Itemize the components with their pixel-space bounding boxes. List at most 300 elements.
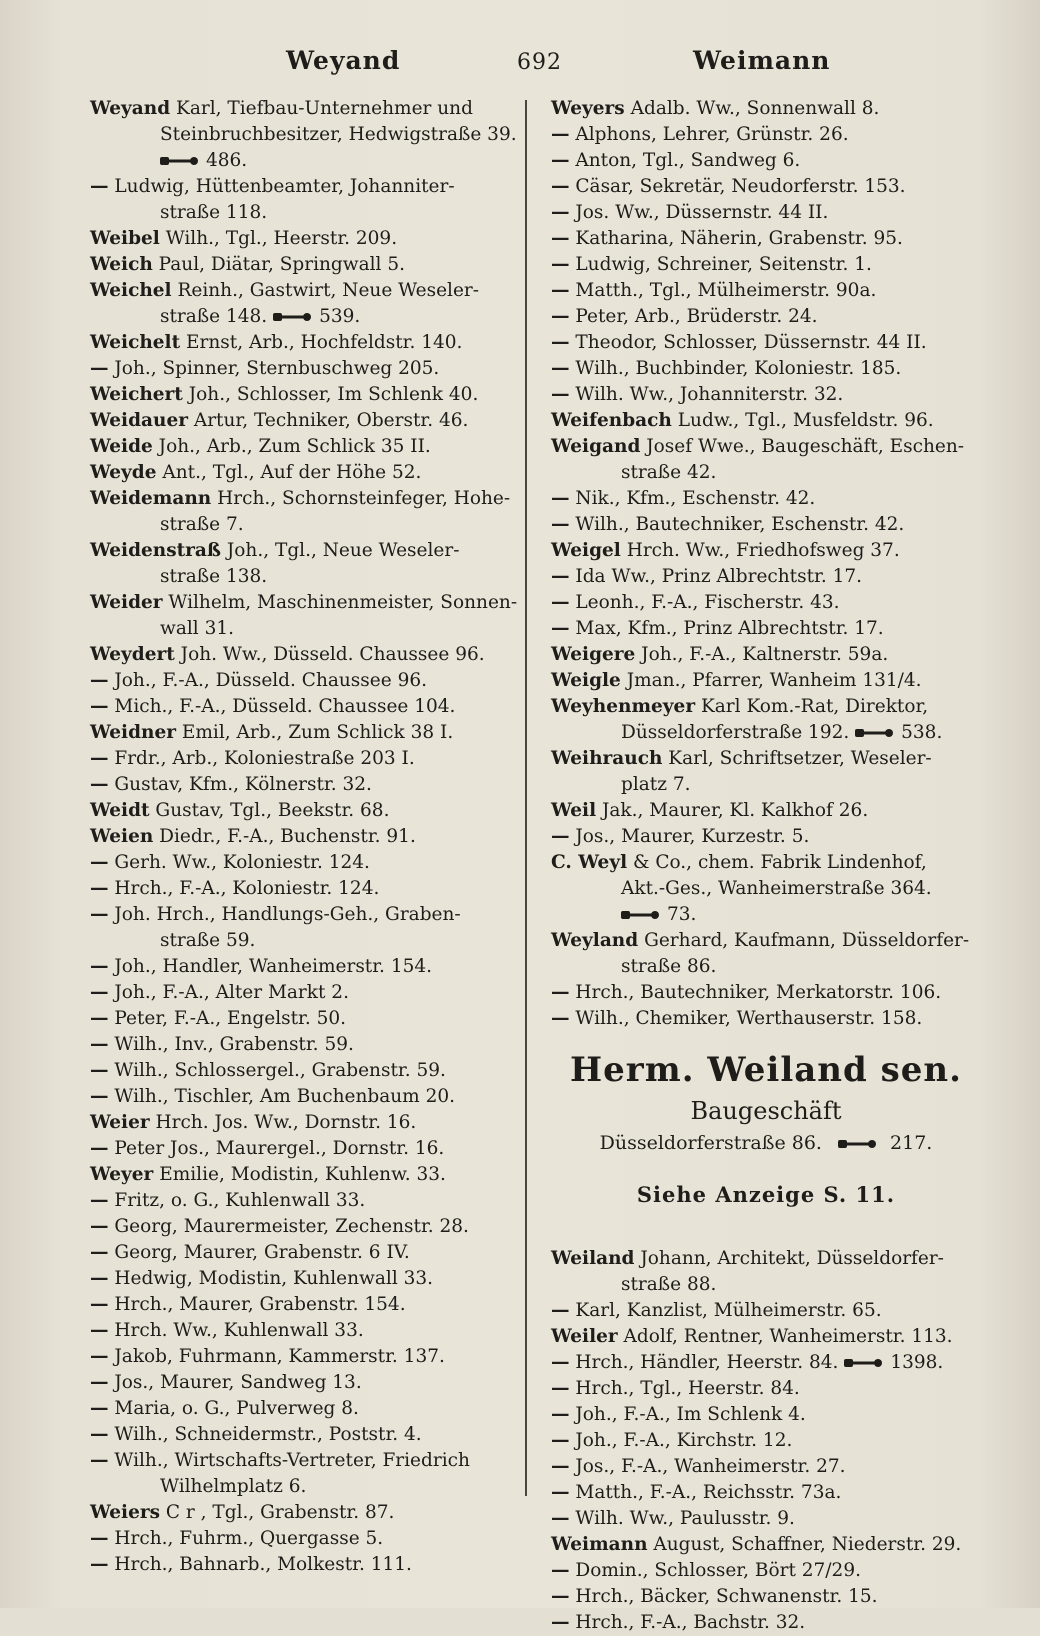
entry-text: Matth., Tgl., Mülheimerstr. 90a. bbox=[569, 280, 877, 301]
telephone-icon bbox=[273, 311, 313, 323]
entry-surname: — bbox=[90, 1216, 109, 1237]
entry-line bbox=[90, 486, 511, 512]
entry-surname: — bbox=[90, 1294, 109, 1315]
entry-surname: — bbox=[551, 150, 570, 171]
entry-surname: Weichert bbox=[90, 384, 183, 405]
entry-line bbox=[551, 330, 981, 356]
entry-line bbox=[551, 1480, 981, 1506]
entry-text: Alphons, Lehrer, Grünstr. 26. bbox=[569, 124, 849, 145]
entry-line bbox=[551, 382, 981, 408]
entry-line bbox=[90, 1526, 504, 1552]
advert-business: Baugeschäft bbox=[690, 1097, 842, 1125]
entry-line bbox=[90, 1370, 504, 1396]
entry-surname: — bbox=[551, 1008, 570, 1029]
entry-surname: — bbox=[551, 176, 570, 197]
entry-text: Hrch., Bahnarb., Molkestr. 111. bbox=[108, 1554, 412, 1575]
entry-line bbox=[551, 1558, 981, 1584]
entry-text: Wilh., Inv., Grabenstr. 59. bbox=[108, 1034, 354, 1055]
entry-text: August, Schaffner, Niederstr. 29. bbox=[647, 1534, 962, 1555]
directory-entry bbox=[551, 330, 981, 356]
directory-entry bbox=[90, 1396, 504, 1422]
entry-surname: Weigle bbox=[551, 670, 621, 691]
entry-text: Hrch., Bäcker, Schwanenstr. 15. bbox=[569, 1586, 878, 1607]
entry-line bbox=[90, 1292, 504, 1318]
directory-entry bbox=[90, 96, 517, 174]
entry-text: Wilh. Ww., Paulusstr. 9. bbox=[569, 1508, 795, 1529]
directory-entry bbox=[90, 1110, 504, 1136]
entry-line bbox=[90, 694, 504, 720]
entry-line bbox=[90, 252, 504, 278]
entry-text: Josef Wwe., Baugeschäft, Eschen- bbox=[640, 436, 964, 457]
entry-text: Fritz, o. G., Kuhlenwall 33. bbox=[108, 1190, 366, 1211]
entry-surname: — bbox=[90, 878, 109, 899]
directory-entry bbox=[90, 1136, 504, 1162]
entry-surname: — bbox=[551, 280, 570, 301]
entry-text: Wilh., Bautechniker, Eschenstr. 42. bbox=[569, 514, 905, 535]
entry-continuation: Düsseldorferstraße 192. 538. bbox=[621, 722, 943, 743]
entry-surname: — bbox=[90, 1086, 109, 1107]
directory-entry bbox=[90, 590, 518, 642]
entry-surname: Weiler bbox=[551, 1326, 618, 1347]
entry-line bbox=[551, 1454, 981, 1480]
entry-line bbox=[551, 434, 981, 460]
entry-continuation: wall 31. bbox=[160, 618, 234, 639]
entry-text: Joh., Tgl., Neue Weseler- bbox=[220, 540, 460, 561]
entry-text: Katharina, Näherin, Grabenstr. 95. bbox=[569, 228, 903, 249]
entry-surname: — bbox=[551, 228, 570, 249]
entry-text: Ant., Tgl., Auf der Höhe 52. bbox=[156, 462, 422, 483]
entry-text: Hrch., Schornsteinfeger, Hohe- bbox=[211, 488, 511, 509]
entry-continuation: straße 138. bbox=[160, 566, 268, 587]
entry-surname: — bbox=[551, 618, 570, 639]
entry-text: & Co., chem. Fabrik Lindenhof, bbox=[627, 852, 927, 873]
entry-phone: 73. bbox=[551, 902, 981, 928]
entry-text: Peter, Arb., Brüderstr. 24. bbox=[569, 306, 818, 327]
entry-surname: Weich bbox=[90, 254, 153, 275]
directory-entry bbox=[551, 148, 981, 174]
directory-entry bbox=[551, 96, 981, 122]
directory-entry bbox=[551, 1324, 981, 1350]
directory-entry bbox=[90, 460, 504, 486]
entry-text: Hrch. Ww., Friedhofsweg 37. bbox=[620, 540, 900, 561]
directory-entry bbox=[551, 928, 981, 980]
directory-entry bbox=[551, 980, 981, 1006]
directory-entry bbox=[551, 590, 981, 616]
entry-text: Diedr., F.-A., Buchenstr. 91. bbox=[153, 826, 416, 847]
entry-surname: — bbox=[551, 488, 570, 509]
entry-text: Hrch., Fuhrm., Quergasse 5. bbox=[108, 1528, 384, 1549]
entry-continuation: straße 86. bbox=[621, 956, 717, 977]
directory-entry bbox=[90, 1318, 504, 1344]
directory-entry bbox=[90, 1058, 504, 1084]
entry-surname: Weibel bbox=[90, 228, 160, 249]
directory-entry bbox=[551, 304, 981, 330]
directory-entry bbox=[90, 278, 504, 330]
telephone-icon bbox=[844, 1357, 884, 1369]
entry-line bbox=[551, 252, 981, 278]
entry-line bbox=[90, 1500, 504, 1526]
entry-surname: Weier bbox=[90, 1112, 150, 1133]
directory-entry bbox=[551, 1584, 981, 1610]
entry-text: Karl, Kanzlist, Mülheimerstr. 65. bbox=[569, 1300, 882, 1321]
entry-surname: — bbox=[90, 1346, 109, 1367]
directory-entry bbox=[551, 1480, 981, 1506]
directory-entry bbox=[90, 1292, 504, 1318]
entry-text: Jman., Pfarrer, Wanheim 131/4. bbox=[620, 670, 922, 691]
entry-continuation: Wilhelmplatz 6. bbox=[160, 1476, 307, 1497]
entry-surname: C. Weyl bbox=[551, 852, 628, 873]
entry-line bbox=[90, 1162, 504, 1188]
directory-entry bbox=[551, 1454, 981, 1480]
entry-line bbox=[90, 954, 504, 980]
entry-surname: — bbox=[90, 956, 109, 977]
advert-phone: 217. bbox=[890, 1132, 933, 1154]
entry-surname: — bbox=[551, 384, 570, 405]
entry-surname: — bbox=[90, 358, 109, 379]
entry-text: Peter, F.-A., Engelstr. 50. bbox=[108, 1008, 347, 1029]
directory-entry bbox=[551, 278, 981, 304]
entry-line bbox=[90, 1214, 504, 1240]
entry-surname: — bbox=[551, 1430, 570, 1451]
directory-entry bbox=[90, 382, 504, 408]
entry-text: Gerhard, Kaufmann, Düsseldorfer- bbox=[638, 930, 970, 951]
entry-surname: Weidemann bbox=[90, 488, 212, 509]
entry-text: Jos. Ww., Düssernstr. 44 II. bbox=[569, 202, 829, 223]
entry-surname: — bbox=[90, 696, 109, 717]
entry-line bbox=[551, 1376, 981, 1402]
entry-text: Wilh., Wirtschafts-Vertreter, Friedrich bbox=[108, 1450, 470, 1471]
entry-line bbox=[551, 564, 981, 590]
entry-surname: Weil bbox=[551, 800, 597, 821]
entry-line bbox=[551, 1402, 981, 1428]
directory-entry bbox=[551, 824, 981, 850]
entry-phone: 1398. bbox=[838, 1352, 943, 1373]
entry-line bbox=[551, 1298, 981, 1324]
entry-line bbox=[90, 1422, 504, 1448]
entry-text: Adolf, Rentner, Wanheimerstr. 113. bbox=[617, 1326, 953, 1347]
entry-text: Nik., Kfm., Eschenstr. 42. bbox=[569, 488, 816, 509]
entry-surname: Weifenbach bbox=[551, 410, 672, 431]
directory-entry bbox=[90, 1084, 504, 1110]
advert-address-line bbox=[551, 1128, 981, 1158]
entry-line bbox=[551, 148, 981, 174]
entry-line bbox=[90, 1552, 504, 1578]
entry-line bbox=[551, 226, 981, 252]
entry-line bbox=[551, 1246, 981, 1272]
entry-surname: Weichelt bbox=[90, 332, 181, 353]
entry-surname: Weide bbox=[90, 436, 153, 457]
entry-text: Hrch., F.-A., Koloniestr. 124. bbox=[108, 878, 380, 899]
entry-line bbox=[90, 980, 504, 1006]
entry-text: Joh., F.-A., Kirchstr. 12. bbox=[569, 1430, 793, 1451]
entry-continuation: straße 59. bbox=[160, 930, 256, 951]
directory-entry bbox=[90, 850, 504, 876]
entry-surname: — bbox=[90, 1060, 109, 1081]
entry-surname: Weiers bbox=[90, 1502, 160, 1523]
entry-surname: Weien bbox=[90, 826, 154, 847]
directory-entry bbox=[551, 512, 981, 538]
entry-line bbox=[551, 980, 981, 1006]
entry-line bbox=[90, 1110, 504, 1136]
entry-line bbox=[551, 928, 981, 954]
entry-phone: 538. bbox=[849, 722, 942, 743]
directory-entry bbox=[90, 356, 504, 382]
entry-line bbox=[90, 876, 504, 902]
directory-entry bbox=[90, 1344, 504, 1370]
entry-line bbox=[90, 850, 504, 876]
entry-line bbox=[551, 122, 981, 148]
directory-entry bbox=[551, 1376, 981, 1402]
directory-entry bbox=[551, 1558, 981, 1584]
entry-line bbox=[90, 902, 504, 928]
entry-surname: — bbox=[90, 1424, 109, 1445]
entry-text: Joh. Ww., Düsseld. Chaussee 96. bbox=[174, 644, 485, 665]
right-column-entries-after-advert bbox=[551, 1246, 981, 1636]
entry-line bbox=[90, 1032, 504, 1058]
entry-text: Georg, Maurermeister, Zechenstr. 28. bbox=[108, 1216, 469, 1237]
entry-text: Wilhelm, Maschinenmeister, Sonnen- bbox=[162, 592, 518, 613]
entry-surname: Weyde bbox=[90, 462, 157, 483]
entry-line bbox=[90, 1084, 504, 1110]
entry-text: Joh., F.-A., Im Schlenk 4. bbox=[569, 1404, 806, 1425]
entry-text: Hrch., F.-A., Bachstr. 32. bbox=[569, 1612, 806, 1633]
directory-entry bbox=[90, 902, 504, 954]
entry-surname: Weichel bbox=[90, 280, 172, 301]
entry-text: Joh., Arb., Zum Schlick 35 II. bbox=[152, 436, 431, 457]
entry-text: Gustav, Kfm., Kölnerstr. 32. bbox=[108, 774, 372, 795]
directory-entry bbox=[551, 1006, 981, 1032]
directory-entry bbox=[90, 1448, 504, 1500]
directory-entry bbox=[551, 122, 981, 148]
entry-line bbox=[90, 356, 504, 382]
directory-entry bbox=[90, 174, 504, 226]
entry-line bbox=[90, 538, 504, 564]
entry-surname: Weyand bbox=[90, 98, 171, 119]
entry-text: Cäsar, Sekretär, Neudorferstr. 153. bbox=[569, 176, 906, 197]
entry-text: Matth., F.-A., Reichsstr. 73a. bbox=[569, 1482, 842, 1503]
directory-entry bbox=[90, 330, 504, 356]
entry-text: Hrch. Ww., Kuhlenwall 33. bbox=[108, 1320, 364, 1341]
entry-surname: — bbox=[90, 1190, 109, 1211]
entry-surname: — bbox=[90, 1450, 109, 1471]
entry-line bbox=[90, 330, 504, 356]
entry-surname: — bbox=[551, 358, 570, 379]
entry-line bbox=[551, 96, 981, 122]
entry-text: Gerh. Ww., Koloniestr. 124. bbox=[108, 852, 370, 873]
directory-entry bbox=[551, 174, 981, 200]
telephone-icon bbox=[855, 727, 895, 739]
entry-text: Paul, Diätar, Springwall 5. bbox=[152, 254, 405, 275]
entry-text: Hedwig, Modistin, Kuhlenwall 33. bbox=[108, 1268, 434, 1289]
entry-surname: — bbox=[551, 1378, 570, 1399]
directory-entry bbox=[90, 226, 504, 252]
entry-text: Joh., F.-A., Alter Markt 2. bbox=[108, 982, 349, 1003]
entry-surname: — bbox=[551, 1404, 570, 1425]
entry-surname: Weidauer bbox=[90, 410, 188, 431]
entry-line bbox=[551, 642, 981, 668]
directory-entry bbox=[90, 980, 504, 1006]
entry-text: Hrch., Maurer, Grabenstr. 154. bbox=[108, 1294, 406, 1315]
directory-entry bbox=[551, 642, 981, 668]
entry-continuation: straße 148. 539. bbox=[160, 306, 361, 327]
entry-text: Ernst, Arb., Hochfeldstr. 140. bbox=[180, 332, 463, 353]
entry-surname: — bbox=[90, 904, 109, 925]
entry-text: Jos., Maurer, Sandweg 13. bbox=[108, 1372, 362, 1393]
directory-entry bbox=[90, 1214, 504, 1240]
directory-entry bbox=[551, 252, 981, 278]
entry-text: Hrch., Händler, Heerstr. 84. bbox=[569, 1352, 839, 1373]
directory-entry bbox=[90, 252, 504, 278]
entry-surname: — bbox=[551, 1508, 570, 1529]
telephone-icon bbox=[838, 1138, 878, 1150]
directory-entry bbox=[90, 772, 504, 798]
entry-line bbox=[90, 746, 504, 772]
entry-surname: — bbox=[551, 1482, 570, 1503]
entry-surname: Weigel bbox=[551, 540, 621, 561]
entry-surname: — bbox=[90, 670, 109, 691]
entry-surname: — bbox=[551, 332, 570, 353]
directory-entry bbox=[551, 1246, 981, 1298]
entry-text: Wilh., Chemiker, Werthauserstr. 158. bbox=[569, 1008, 923, 1029]
entry-surname: — bbox=[90, 1320, 109, 1341]
entry-text: Wilh., Schlossergel., Grabenstr. 59. bbox=[108, 1060, 446, 1081]
entry-surname: — bbox=[90, 748, 109, 769]
directory-entry bbox=[90, 954, 504, 980]
directory-entry bbox=[90, 1422, 504, 1448]
entry-text: Peter Jos., Maurergel., Dornstr. 16. bbox=[108, 1138, 445, 1159]
entry-surname: — bbox=[551, 1586, 570, 1607]
entry-surname: — bbox=[551, 254, 570, 275]
directory-entry bbox=[551, 746, 981, 798]
entry-line bbox=[90, 226, 504, 252]
entry-line bbox=[551, 408, 981, 434]
entry-line bbox=[551, 538, 981, 564]
entry-surname: — bbox=[90, 1554, 109, 1575]
entry-text: Wilh. Ww., Johanniterstr. 32. bbox=[569, 384, 844, 405]
entry-text: Max, Kfm., Prinz Albrechtstr. 17. bbox=[569, 618, 884, 639]
directory-entry bbox=[90, 876, 504, 902]
directory-entry bbox=[90, 746, 504, 772]
entry-line bbox=[551, 824, 981, 850]
directory-entry bbox=[90, 538, 504, 590]
entry-line bbox=[551, 174, 981, 200]
entry-surname: Weidner bbox=[90, 722, 176, 743]
entry-surname: — bbox=[90, 1008, 109, 1029]
directory-entry bbox=[551, 668, 981, 694]
entry-surname: — bbox=[551, 1300, 570, 1321]
entry-continuation: straße 88. bbox=[621, 1274, 717, 1295]
entry-text: Karl, Tiefbau-Unternehmer und bbox=[170, 98, 473, 119]
entry-surname: — bbox=[90, 1242, 109, 1263]
telephone-icon bbox=[621, 909, 661, 921]
entry-text: C r , Tgl., Grabenstr. 87. bbox=[160, 1502, 395, 1523]
advertisement bbox=[551, 1046, 981, 1246]
entry-surname: — bbox=[90, 982, 109, 1003]
directory-entry bbox=[551, 538, 981, 564]
entry-text: Theodor, Schlosser, Düssernstr. 44 II. bbox=[569, 332, 927, 353]
directory-entry bbox=[551, 1610, 981, 1636]
directory-entry bbox=[90, 408, 504, 434]
directory-entry bbox=[551, 1506, 981, 1532]
entry-continuation: Steinbruchbesitzer, Hedwigstraße 39. bbox=[160, 124, 517, 145]
entry-line bbox=[551, 850, 981, 876]
entry-text: Hrch., Tgl., Heerstr. 84. bbox=[569, 1378, 800, 1399]
directory-entry bbox=[551, 408, 981, 434]
entry-line bbox=[90, 1240, 504, 1266]
entry-text: Jakob, Fuhrmann, Kammerstr. 137. bbox=[108, 1346, 445, 1367]
entry-text: Emil, Arb., Zum Schlick 38 I. bbox=[175, 722, 454, 743]
directory-entry bbox=[90, 486, 511, 538]
directory-entry bbox=[90, 1240, 504, 1266]
entry-line bbox=[90, 1266, 504, 1292]
entry-line bbox=[90, 1448, 504, 1474]
entry-line bbox=[90, 590, 518, 616]
entry-text: Ludw., Tgl., Musfeldstr. 96. bbox=[671, 410, 934, 431]
entry-line bbox=[551, 668, 981, 694]
entry-text: Jos., F.-A., Wanheimerstr. 27. bbox=[569, 1456, 846, 1477]
entry-text: Mich., F.-A., Düsseld. Chaussee 104. bbox=[108, 696, 456, 717]
header-left-keyword: Weyand bbox=[286, 46, 401, 75]
advert-address: Düsseldorferstraße 86. bbox=[599, 1132, 822, 1154]
entry-text: Leonh., F.-A., Fischerstr. 43. bbox=[569, 592, 840, 613]
entry-line bbox=[90, 408, 504, 434]
directory-entry bbox=[551, 1350, 981, 1376]
entry-text: Hrch., Bautechniker, Merkatorstr. 106. bbox=[569, 982, 942, 1003]
entry-line bbox=[90, 96, 504, 122]
telephone-icon bbox=[160, 155, 200, 167]
directory-entry bbox=[90, 1162, 504, 1188]
directory-entry bbox=[551, 694, 981, 746]
entry-surname: Weyhenmeyer bbox=[551, 696, 696, 717]
entry-surname: Weidt bbox=[90, 800, 150, 821]
entry-line bbox=[551, 1006, 981, 1032]
entry-line bbox=[90, 1188, 504, 1214]
directory-entry bbox=[551, 486, 981, 512]
entry-continuation: platz 7. bbox=[621, 774, 691, 795]
entry-text: Joh., F.-A., Kaltnerstr. 59a. bbox=[635, 644, 889, 665]
entry-continuation: Akt.-Ges., Wanheimerstraße 364. bbox=[621, 878, 932, 899]
directory-entry bbox=[90, 434, 504, 460]
entry-surname: Weyer bbox=[90, 1164, 154, 1185]
entry-line bbox=[551, 200, 981, 226]
entry-text: Hrch. Jos. Ww., Dornstr. 16. bbox=[149, 1112, 417, 1133]
entry-surname: — bbox=[551, 202, 570, 223]
entry-line bbox=[90, 668, 504, 694]
entry-line bbox=[551, 1532, 981, 1558]
directory-entry bbox=[551, 1532, 981, 1558]
entry-surname: — bbox=[90, 1372, 109, 1393]
entry-surname: Weigere bbox=[551, 644, 636, 665]
entry-text: Ludwig, Schreiner, Seitenstr. 1. bbox=[569, 254, 872, 275]
directory-entry bbox=[551, 564, 981, 590]
entry-text: Ida Ww., Prinz Albrechtstr. 17. bbox=[569, 566, 863, 587]
entry-surname: Weyland bbox=[551, 930, 639, 951]
entry-line bbox=[90, 382, 504, 408]
entry-surname: — bbox=[90, 774, 109, 795]
entry-surname: — bbox=[551, 566, 570, 587]
entry-text: Johann, Architekt, Düsseldorfer- bbox=[634, 1248, 944, 1269]
entry-line bbox=[90, 1136, 504, 1162]
entry-surname: — bbox=[90, 1268, 109, 1289]
entry-surname: — bbox=[90, 1034, 109, 1055]
entry-line bbox=[551, 590, 981, 616]
entry-surname: — bbox=[551, 514, 570, 535]
directory-entry bbox=[551, 1428, 981, 1454]
entry-line bbox=[90, 174, 504, 200]
directory-entry bbox=[90, 642, 504, 668]
directory-entry bbox=[551, 226, 981, 252]
entry-line bbox=[90, 1344, 504, 1370]
